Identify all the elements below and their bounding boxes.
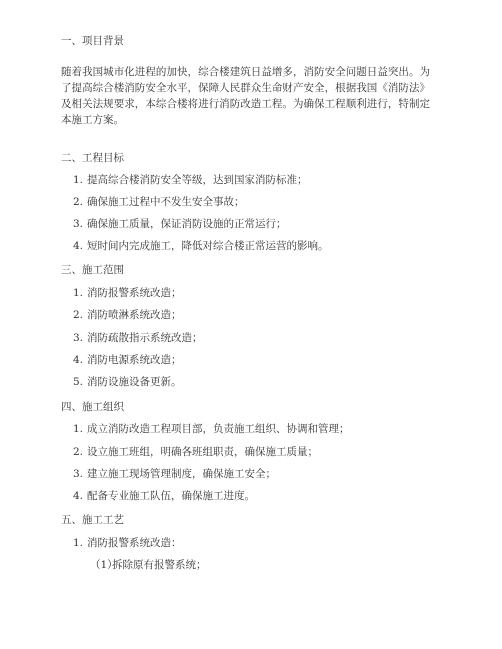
section-heading-5: 五、施工工艺 xyxy=(61,514,124,526)
list-item-number: 4. xyxy=(73,354,84,366)
list-item-number: 4. xyxy=(73,490,84,502)
list-item-text: 确保施工质量，保证消防设施的正常运行； xyxy=(87,218,287,230)
list-item-text: 设立施工班组，明确各班组职责，确保施工质量； xyxy=(87,446,318,458)
list-item-number: 2. xyxy=(73,196,84,208)
background-paragraph: 随着我国城市化进程的加快，综合楼建筑日益增多，消防安全问题日益突出。为了提高综合楼消防安全水平，保障人民群众生命财产安全，根据我国《消防法》及相关法规要求，本综合楼将进行消防改造工程。为确保工程顺利进行，特制定本施工方案。 xyxy=(61,66,430,126)
list-item-text: 配备专业施工队伍，确保施工进度。 xyxy=(87,490,255,502)
sub-list-item-text: 拆除原有报警系统； xyxy=(112,559,207,571)
sub-list-item-number: （1） xyxy=(90,559,118,571)
list-item xyxy=(73,421,350,437)
list-item-number: 1. xyxy=(73,287,84,299)
list-item xyxy=(73,466,276,482)
list-item xyxy=(73,172,308,188)
section-heading-3: 三、施工范围 xyxy=(61,264,124,276)
list-item-text: 消防报警系统改造： xyxy=(87,537,182,549)
list-item-number: 2. xyxy=(73,309,84,321)
list-item-number: 3. xyxy=(73,218,84,230)
list-item-number: 2. xyxy=(73,446,84,458)
list-item xyxy=(73,488,255,504)
list-item-text: 建立施工现场管理制度，确保施工安全； xyxy=(87,468,276,480)
list-item-number: 5. xyxy=(73,376,84,388)
section-heading-1: 一、项目背景 xyxy=(61,35,124,47)
list-item xyxy=(73,238,329,254)
list-item-number: 1. xyxy=(73,423,84,435)
list-item-text: 提高综合楼消防安全等级，达到国家消防标准； xyxy=(87,174,308,186)
list-item xyxy=(73,330,203,346)
list-item-text: 消防电源系统改造； xyxy=(87,354,182,366)
list-item-text: 消防喷淋系统改造； xyxy=(87,309,182,321)
sub-list-item xyxy=(90,557,207,573)
list-item-number: 4. xyxy=(73,240,84,252)
list-item xyxy=(73,307,182,323)
list-item xyxy=(73,194,245,210)
list-item xyxy=(73,535,182,551)
list-item-number: 3. xyxy=(73,468,84,480)
list-item xyxy=(73,216,287,232)
list-item-number: 3. xyxy=(73,332,84,344)
list-item xyxy=(73,444,318,460)
section-heading-2: 二、工程目标 xyxy=(61,152,124,164)
list-item-text: 消防报警系统改造； xyxy=(87,287,182,299)
list-item-text: 成立消防改造工程项目部，负责施工组织、协调和管理； xyxy=(87,423,350,435)
list-item xyxy=(73,374,182,390)
list-item-text: 消防设施设备更新。 xyxy=(87,376,182,388)
list-item-text: 消防疏散指示系统改造； xyxy=(87,332,203,344)
list-item xyxy=(73,285,182,301)
list-item-text: 短时间内完成施工，降低对综合楼正常运营的影响。 xyxy=(87,240,329,252)
list-item-text: 确保施工过程中不发生安全事故； xyxy=(87,196,245,208)
list-item xyxy=(73,352,182,368)
list-item-number: 1. xyxy=(73,174,84,186)
section-heading-4: 四、施工组织 xyxy=(61,401,124,413)
list-item-number: 1. xyxy=(73,537,84,549)
